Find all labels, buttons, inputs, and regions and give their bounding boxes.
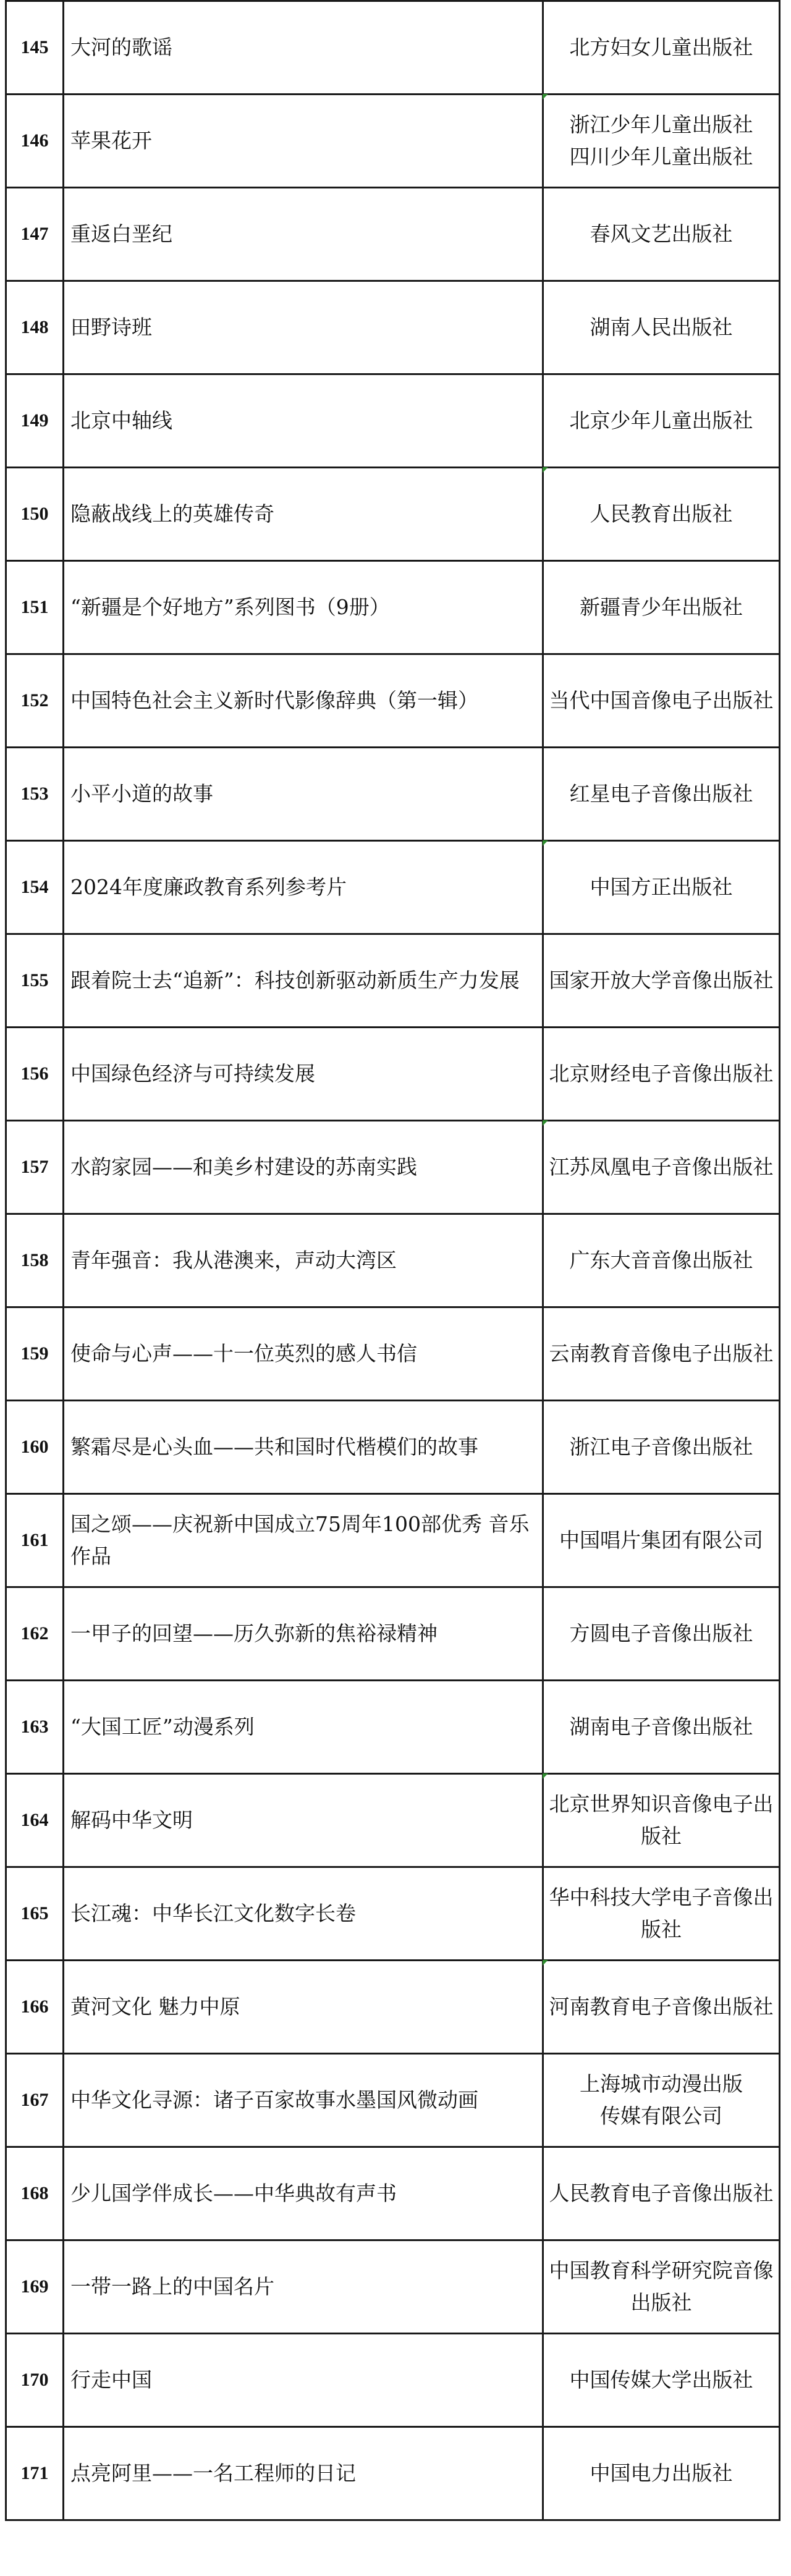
title-cell: 长江魂：中华长江文化数字长卷 — [64, 1867, 543, 1961]
row-number: 162 — [6, 1587, 64, 1681]
title-cell: 小平小道的故事 — [64, 748, 543, 841]
table-row — [6, 1401, 780, 1494]
row-number: 157 — [6, 1121, 64, 1214]
publisher-cell — [543, 934, 780, 1028]
publisher-cell — [543, 1028, 780, 1121]
publisher-text: 云南教育音像电子出版社 — [549, 1341, 774, 1366]
publisher-cell — [543, 1494, 780, 1587]
cell-comment-marker-icon — [543, 840, 548, 846]
table-row — [6, 1961, 780, 2054]
publisher-text: 湖南电子音像出版社 — [569, 1715, 753, 1739]
title-cell: 中国特色社会主义新时代影像辞典（第一辑） — [64, 654, 543, 748]
title-cell: 跟着院士去“追新”：科技创新驱动新质生产力发展 — [64, 934, 543, 1028]
row-number: 158 — [6, 1214, 64, 1307]
table-row — [6, 1, 780, 95]
table-row — [6, 561, 780, 654]
row-number: 153 — [6, 748, 64, 841]
publisher-cell — [543, 2427, 780, 2520]
cell-comment-marker-icon — [543, 467, 548, 473]
row-number: 150 — [6, 468, 64, 561]
cell-comment-marker-icon — [543, 1960, 548, 1966]
title-cell: 青年强音：我从港澳来，声动大湾区 — [64, 1214, 543, 1307]
row-number: 166 — [6, 1961, 64, 2054]
publisher-cell — [543, 281, 780, 374]
table-row — [6, 1121, 780, 1214]
cell-comment-marker-icon — [543, 1120, 548, 1126]
publisher-text: 红星电子音像出版社 — [569, 782, 753, 806]
title-cell: 少儿国学伴成长——中华典故有声书 — [64, 2147, 543, 2240]
publisher-cell — [543, 748, 780, 841]
row-number: 171 — [6, 2427, 64, 2520]
row-number: 165 — [6, 1867, 64, 1961]
title-cell: 重返白垩纪 — [64, 188, 543, 281]
publisher-text: 中国电力出版社 — [590, 2461, 733, 2485]
table-row — [6, 934, 780, 1028]
publisher-cell — [543, 841, 780, 934]
table-row — [6, 1681, 780, 1774]
title-cell: 黄河文化 魅力中原 — [64, 1961, 543, 2054]
title-cell: 点亮阿里——一名工程师的日记 — [64, 2427, 543, 2520]
row-number: 156 — [6, 1028, 64, 1121]
title-cell: “新疆是个好地方”系列图书（9册） — [64, 561, 543, 654]
table-row — [6, 1028, 780, 1121]
publisher-cell — [543, 1307, 780, 1401]
publication-list-table — [5, 0, 780, 2521]
title-cell: 行走中国 — [64, 2334, 543, 2427]
publisher-cell — [543, 1, 780, 95]
publisher-cell — [543, 2147, 780, 2240]
row-number: 169 — [6, 2240, 64, 2334]
publisher-cell — [543, 1401, 780, 1494]
publisher-text: 春风文艺出版社 — [590, 222, 733, 246]
table-row — [6, 1867, 780, 1961]
publisher-cell — [543, 561, 780, 654]
cell-comment-marker-icon — [543, 1773, 548, 1779]
publisher-cell — [543, 1121, 780, 1214]
publisher-cell — [543, 374, 780, 468]
row-number: 160 — [6, 1401, 64, 1494]
publisher-text: 北方妇女儿童出版社 — [569, 35, 753, 59]
publisher-text: 人民教育电子音像出版社 — [549, 2181, 774, 2205]
title-cell: 隐蔽战线上的英雄传奇 — [64, 468, 543, 561]
publisher-text: 北京财经电子音像出版社 — [549, 1062, 774, 1086]
title-cell: 一带一路上的中国名片 — [64, 2240, 543, 2334]
publisher-text: 浙江电子音像出版社 — [569, 1435, 753, 1459]
publisher-text: 北京少年儿童出版社 — [569, 408, 753, 433]
row-number: 145 — [6, 1, 64, 95]
publisher-text: 中国教育科学研究院音像 出版社 — [549, 2258, 774, 2315]
publisher-text: 浙江少年儿童出版社 四川少年儿童出版社 — [569, 112, 753, 169]
table-row — [6, 748, 780, 841]
table-row — [6, 2147, 780, 2240]
table-row — [6, 2334, 780, 2427]
table-row — [6, 1587, 780, 1681]
publisher-cell — [543, 2240, 780, 2334]
publisher-cell — [543, 1587, 780, 1681]
publisher-cell — [543, 654, 780, 748]
table-row — [6, 654, 780, 748]
row-number: 170 — [6, 2334, 64, 2427]
row-number: 149 — [6, 374, 64, 468]
publisher-cell — [543, 2054, 780, 2147]
row-number: 154 — [6, 841, 64, 934]
title-cell: 使命与心声——十一位英烈的感人书信 — [64, 1307, 543, 1401]
publisher-cell — [543, 188, 780, 281]
table-row — [6, 841, 780, 934]
title-cell: 2024年度廉政教育系列参考片 — [64, 841, 543, 934]
table-row — [6, 1494, 780, 1587]
row-number: 161 — [6, 1494, 64, 1587]
publisher-text: 上海城市动漫出版 传媒有限公司 — [580, 2072, 743, 2128]
row-number: 151 — [6, 561, 64, 654]
row-number: 146 — [6, 95, 64, 188]
publisher-text: 北京世界知识音像电子出版社 — [549, 1792, 774, 1848]
publisher-text: 当代中国音像电子出版社 — [549, 688, 774, 712]
table-row — [6, 188, 780, 281]
publisher-cell — [543, 1867, 780, 1961]
publisher-cell — [543, 1961, 780, 2054]
table-row — [6, 374, 780, 468]
title-cell: 繁霜尽是心头血——共和国时代楷模们的故事 — [64, 1401, 543, 1494]
publisher-text: 中国方正出版社 — [590, 875, 733, 899]
table-row — [6, 1774, 780, 1867]
table-row — [6, 2240, 780, 2334]
table-row — [6, 95, 780, 188]
table-row — [6, 468, 780, 561]
publisher-cell — [543, 95, 780, 188]
title-cell: 大河的歌谣 — [64, 1, 543, 95]
row-number: 152 — [6, 654, 64, 748]
publisher-text: 广东大音音像出版社 — [569, 1248, 753, 1272]
title-cell: 国之颂——庆祝新中国成立75周年100部优秀 音乐作品 — [64, 1494, 543, 1587]
title-cell: 解码中华文明 — [64, 1774, 543, 1867]
publisher-text: 国家开放大学音像出版社 — [549, 968, 774, 992]
publisher-text: 河南教育电子音像出版社 — [549, 1995, 774, 2019]
table-row — [6, 1307, 780, 1401]
publisher-text: 华中科技大学电子音像出版社 — [549, 1885, 774, 1941]
cell-comment-marker-icon — [543, 94, 548, 99]
row-number: 155 — [6, 934, 64, 1028]
row-number: 167 — [6, 2054, 64, 2147]
row-number: 148 — [6, 281, 64, 374]
publisher-text: 人民教育出版社 — [590, 502, 733, 526]
title-cell: 中国绿色经济与可持续发展 — [64, 1028, 543, 1121]
title-cell: “大国工匠”动漫系列 — [64, 1681, 543, 1774]
publisher-text: 中国传媒大学出版社 — [569, 2368, 753, 2392]
title-cell: 田野诗班 — [64, 281, 543, 374]
publisher-cell — [543, 468, 780, 561]
publisher-cell — [543, 2334, 780, 2427]
publisher-text: 江苏凤凰电子音像出版社 — [549, 1155, 774, 1179]
publisher-text: 新疆青少年出版社 — [580, 595, 743, 619]
title-cell: 中华文化寻源：诸子百家故事水墨国风微动画 — [64, 2054, 543, 2147]
row-number: 164 — [6, 1774, 64, 1867]
title-cell: 苹果花开 — [64, 95, 543, 188]
row-number: 168 — [6, 2147, 64, 2240]
row-number: 163 — [6, 1681, 64, 1774]
table-row — [6, 2427, 780, 2520]
publisher-text: 方圆电子音像出版社 — [569, 1621, 753, 1645]
publisher-cell — [543, 1214, 780, 1307]
row-number: 159 — [6, 1307, 64, 1401]
table-row — [6, 2054, 780, 2147]
publisher-cell — [543, 1774, 780, 1867]
row-number: 147 — [6, 188, 64, 281]
publisher-cell — [543, 1681, 780, 1774]
title-cell: 北京中轴线 — [64, 374, 543, 468]
title-cell: 水韵家园——和美乡村建设的苏南实践 — [64, 1121, 543, 1214]
title-cell: 一甲子的回望——历久弥新的焦裕禄精神 — [64, 1587, 543, 1681]
publisher-text: 中国唱片集团有限公司 — [559, 1528, 763, 1552]
table-body — [6, 1, 780, 2520]
publisher-text: 湖南人民出版社 — [590, 315, 733, 339]
table-row — [6, 281, 780, 374]
table-row — [6, 1214, 780, 1307]
